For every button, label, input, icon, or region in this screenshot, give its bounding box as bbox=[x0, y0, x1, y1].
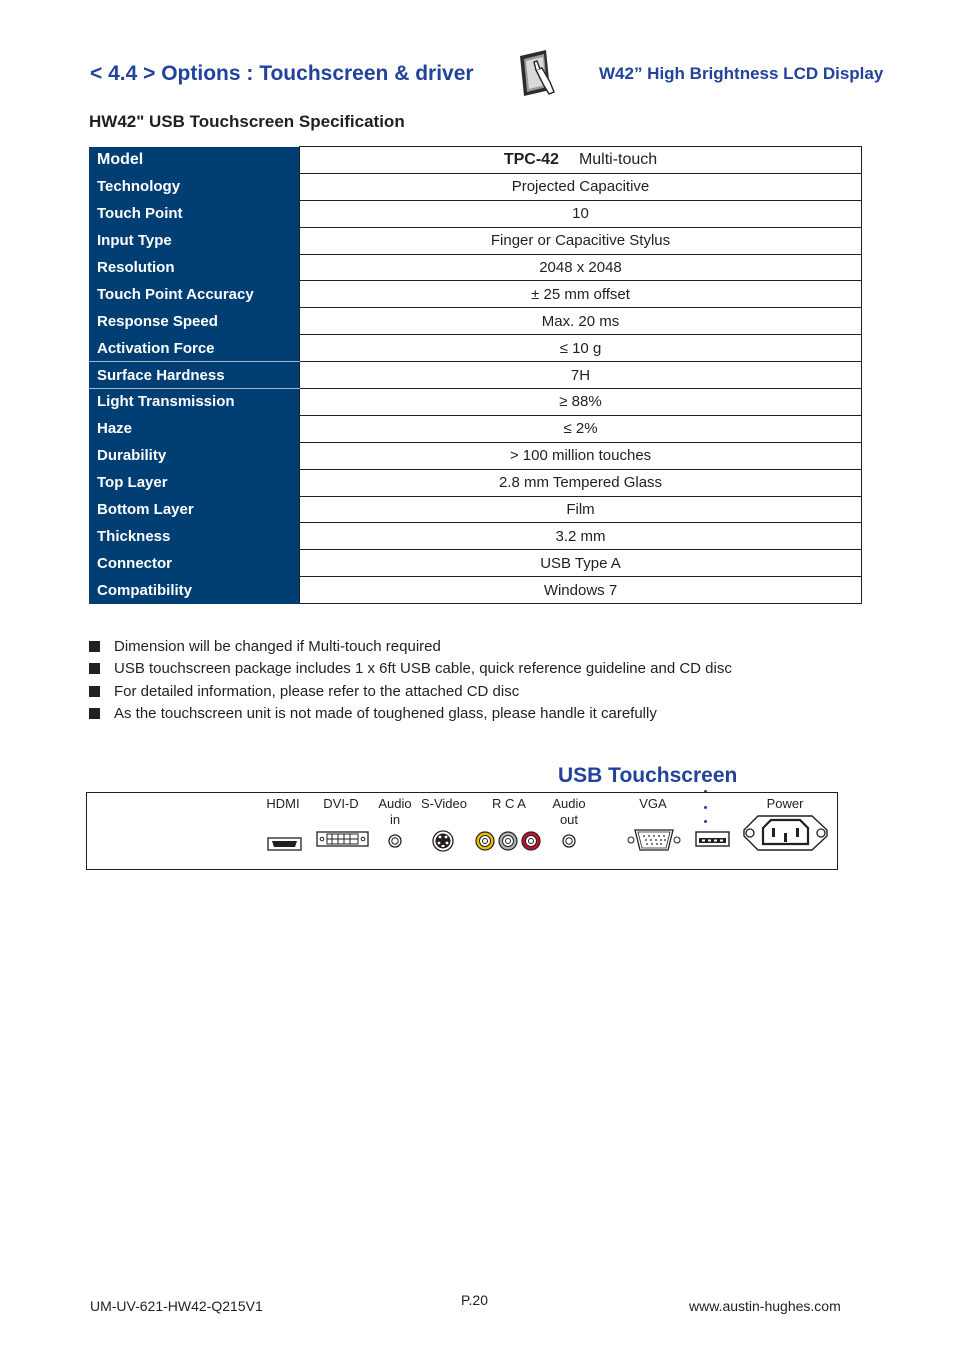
spec-label: Input Type bbox=[90, 227, 300, 254]
hdmi-label: HDMI bbox=[266, 796, 300, 811]
brand-header: W42” High Brightness LCD Display bbox=[599, 64, 884, 83]
spec-label: Top Layer bbox=[90, 469, 300, 496]
website-link[interactable]: www.austin-hughes.com bbox=[689, 1298, 841, 1314]
bullet-square-icon bbox=[89, 641, 100, 652]
spec-value: 7H bbox=[300, 362, 862, 389]
spec-value bbox=[300, 147, 862, 174]
audio-out-jack-icon bbox=[563, 835, 575, 847]
spec-value: 2048 x 2048 bbox=[300, 254, 862, 281]
list-item: Dimension will be changed if Multi-touch required bbox=[89, 636, 732, 658]
table-row bbox=[90, 200, 862, 227]
vga-label: VGA bbox=[639, 796, 667, 811]
document-id: UM-UV-621-HW42-Q215V1 bbox=[90, 1298, 263, 1314]
dvi-port-icon bbox=[317, 832, 368, 846]
spec-value: 10 bbox=[300, 200, 862, 227]
spec-value: ≤ 10 g bbox=[300, 335, 862, 362]
rca-white-jack-icon bbox=[499, 832, 517, 850]
spec-label: Surface Hardness bbox=[90, 362, 300, 389]
page-number: P.20 bbox=[461, 1292, 488, 1308]
audio-out-label: Audio bbox=[552, 796, 586, 811]
hdmi-port-icon bbox=[268, 838, 301, 850]
list-item: For detailed information, please refer to the attached CD disc bbox=[89, 681, 732, 703]
svideo-label: S-Video bbox=[420, 796, 467, 811]
bullet-square-icon bbox=[89, 708, 100, 719]
table-row bbox=[90, 308, 862, 335]
spec-label: Haze bbox=[90, 415, 300, 442]
spec-table bbox=[89, 146, 862, 604]
table-row bbox=[90, 281, 862, 308]
port-icons bbox=[86, 792, 838, 870]
power-socket-icon bbox=[744, 816, 827, 850]
spec-value: 2.8 mm Tempered Glass bbox=[300, 469, 862, 496]
table-row bbox=[90, 415, 862, 442]
table-row bbox=[90, 254, 862, 281]
spec-label: Model bbox=[90, 147, 300, 174]
spec-label: Compatibility bbox=[90, 577, 300, 604]
audio-out-label-2: out bbox=[559, 812, 579, 827]
bullet-square-icon bbox=[89, 663, 100, 674]
usb-touchscreen-title: USB Touchscreen bbox=[558, 764, 738, 787]
spec-label: Technology bbox=[90, 173, 300, 200]
spec-label: Light Transmission bbox=[90, 389, 300, 416]
rca-yellow-jack-icon bbox=[476, 832, 494, 850]
table-row bbox=[90, 577, 862, 604]
spec-value: > 100 million touches bbox=[300, 442, 862, 469]
spec-value: Max. 20 ms bbox=[300, 308, 862, 335]
spec-label: Touch Point bbox=[90, 200, 300, 227]
table-row bbox=[90, 227, 862, 254]
model-desc: Multi-touch bbox=[578, 151, 658, 169]
spec-value: Projected Capacitive bbox=[300, 173, 862, 200]
spec-value: Windows 7 bbox=[300, 577, 862, 604]
rca-red-jack-icon bbox=[522, 832, 540, 850]
power-label: Power bbox=[766, 796, 804, 811]
table-row bbox=[90, 550, 862, 577]
spec-value: USB Type A bbox=[300, 550, 862, 577]
list-item: As the touchscreen unit is not made of toughened glass, please handle it carefully bbox=[89, 703, 732, 725]
spec-value: Finger or Capacitive Stylus bbox=[300, 227, 862, 254]
spec-label: Durability bbox=[90, 442, 300, 469]
spec-label: Touch Point Accuracy bbox=[90, 281, 300, 308]
table-row bbox=[90, 147, 862, 174]
spec-label: Activation Force bbox=[90, 335, 300, 362]
section-subtitle: HW42" USB Touchscreen Specification bbox=[89, 112, 405, 131]
spec-label: Connector bbox=[90, 550, 300, 577]
rca-label: R C A bbox=[492, 796, 526, 811]
usb-port-icon bbox=[696, 832, 729, 846]
page-title: < 4.4 > Options : Touchscreen & driver bbox=[90, 62, 474, 85]
table-row bbox=[90, 389, 862, 416]
audio-in-label-2: in bbox=[389, 812, 401, 827]
table-row bbox=[90, 173, 862, 200]
touchscreen-hand-icon bbox=[516, 50, 556, 98]
spec-value: ≥ 88% bbox=[300, 389, 862, 416]
spec-label: Bottom Layer bbox=[90, 496, 300, 523]
table-row bbox=[90, 335, 862, 362]
spec-label: Response Speed bbox=[90, 308, 300, 335]
table-row bbox=[90, 442, 862, 469]
table-row bbox=[90, 496, 862, 523]
vga-port-icon bbox=[628, 830, 680, 850]
spec-label: Resolution bbox=[90, 254, 300, 281]
table-row bbox=[90, 362, 862, 389]
bullet-square-icon bbox=[89, 686, 100, 697]
spec-label: Thickness bbox=[90, 523, 300, 550]
spec-value: ≤ 2% bbox=[300, 415, 862, 442]
spec-value: 3.2 mm bbox=[300, 523, 862, 550]
svideo-port-icon bbox=[433, 831, 453, 851]
model-code: TPC-42 bbox=[503, 151, 559, 169]
dvi-label: DVI-D bbox=[323, 796, 359, 811]
table-row bbox=[90, 523, 862, 550]
spec-value: Film bbox=[300, 496, 862, 523]
audio-in-label: Audio bbox=[378, 796, 412, 811]
audio-in-jack-icon bbox=[389, 835, 401, 847]
list-item: USB touchscreen package includes 1 x 6ft USB cable, quick reference guideline and CD disc bbox=[89, 658, 732, 680]
notes-list bbox=[89, 636, 732, 725]
table-row bbox=[90, 469, 862, 496]
spec-value: ± 25 mm offset bbox=[300, 281, 862, 308]
